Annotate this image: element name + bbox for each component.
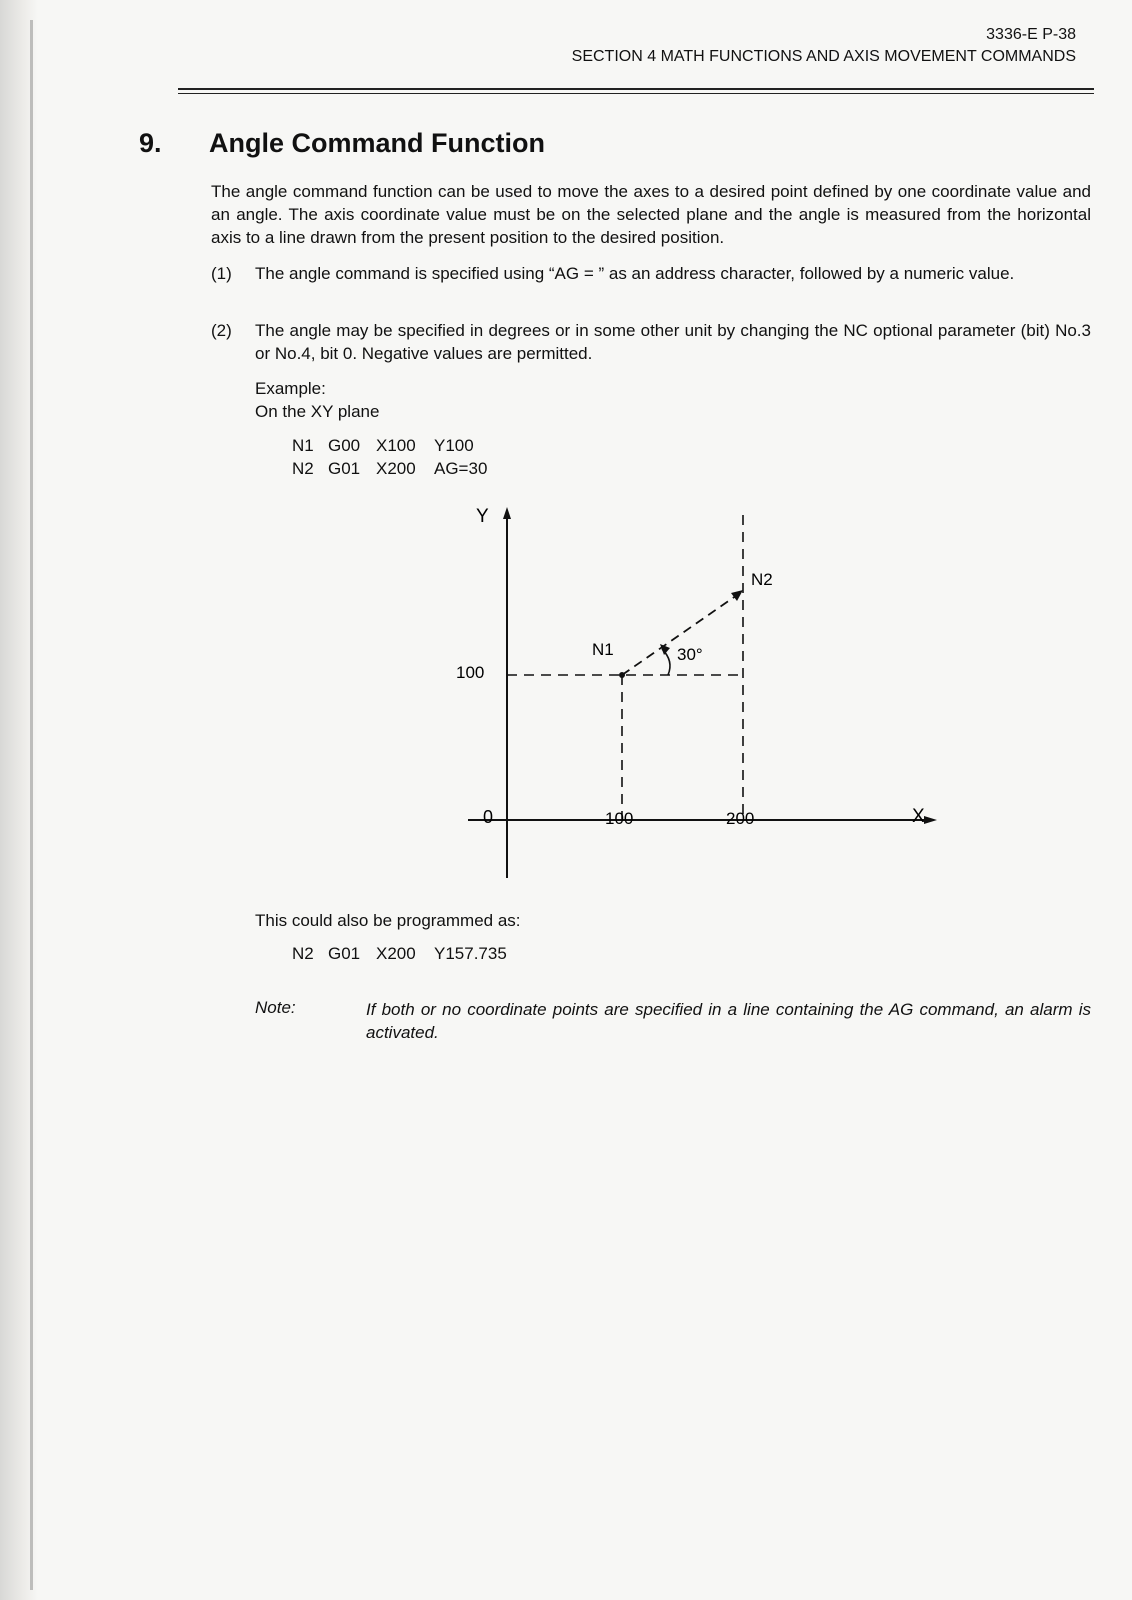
section-heading (139, 128, 545, 159)
code-token: AG=30 (434, 459, 488, 478)
code-token: G00 (328, 436, 361, 455)
list-item (211, 262, 1091, 285)
code-line (292, 942, 507, 965)
x-axis-label: X (912, 806, 925, 827)
code-token: X100 (376, 436, 416, 455)
n2-arrowhead (731, 590, 743, 601)
note-label: Note: (255, 998, 296, 1017)
x-tick-200: 200 (726, 809, 755, 828)
n2-label: N2 (751, 570, 773, 589)
origin-label: 0 (483, 807, 494, 827)
y-tick-100: 100 (456, 663, 485, 682)
list-item-number: (1) (211, 264, 232, 283)
document-code: 3336-E P-38 (986, 26, 1076, 43)
code-token: X200 (376, 459, 416, 478)
angle-diagram (440, 495, 960, 895)
scan-shadow-line (30, 20, 33, 1590)
code-token: Y100 (434, 436, 474, 455)
list-item-number: (2) (211, 321, 232, 340)
n1-point (619, 672, 625, 678)
list-item (211, 319, 1091, 365)
example-plane: On the XY plane (255, 402, 380, 421)
heading-number: 9. (139, 128, 162, 158)
list-item-text: The angle command is specified using “AG = ” as an address character, followed by a numeric value. (255, 264, 1015, 283)
x-tick-100: 100 (605, 809, 634, 828)
y-axis-arrow (503, 507, 511, 519)
intro-paragraph: The angle command function can be used to move the axes to a desired point defined by one coordinate value and an angle. The axis coordinate value must be on the selected plane and the angle is measured from the horizontal axis to a line drawn from the present position to the desired position. (211, 182, 1091, 247)
code-token: X200 (376, 944, 416, 963)
code-token: G01 (328, 944, 361, 963)
x-axis-arrow (924, 816, 937, 824)
code-token: Y157.735 (434, 944, 507, 963)
section-title: SECTION 4 MATH FUNCTIONS AND AXIS MOVEMENT COMMANDS (571, 48, 1076, 65)
code-token: N1 (292, 436, 314, 455)
y-axis-label: Y (476, 506, 489, 527)
page-header (572, 24, 1076, 68)
code-token: N2 (292, 459, 314, 478)
alt-label: This could also be programmed as: (255, 911, 521, 930)
note-text: If both or no coordinate points are specified in a line containing the AG command, an alarm is activated. (366, 1000, 1091, 1042)
code-token: N2 (292, 944, 314, 963)
angle-label: 30° (677, 645, 703, 664)
list-item-text: The angle may be specified in degrees or in some other unit by changing the NC optional parameter (bit) No.3 or No.4, bit 0. Negative values are permitted. (255, 321, 1091, 363)
header-rule-thin (178, 93, 1094, 94)
angle-arc (662, 649, 670, 675)
heading-title: Angle Command Function (209, 128, 545, 158)
header-rule (178, 88, 1094, 90)
example-label: Example: (255, 379, 326, 398)
n1-label: N1 (592, 640, 614, 659)
code-line (292, 434, 474, 457)
code-token: G01 (328, 459, 361, 478)
code-line (292, 457, 487, 480)
